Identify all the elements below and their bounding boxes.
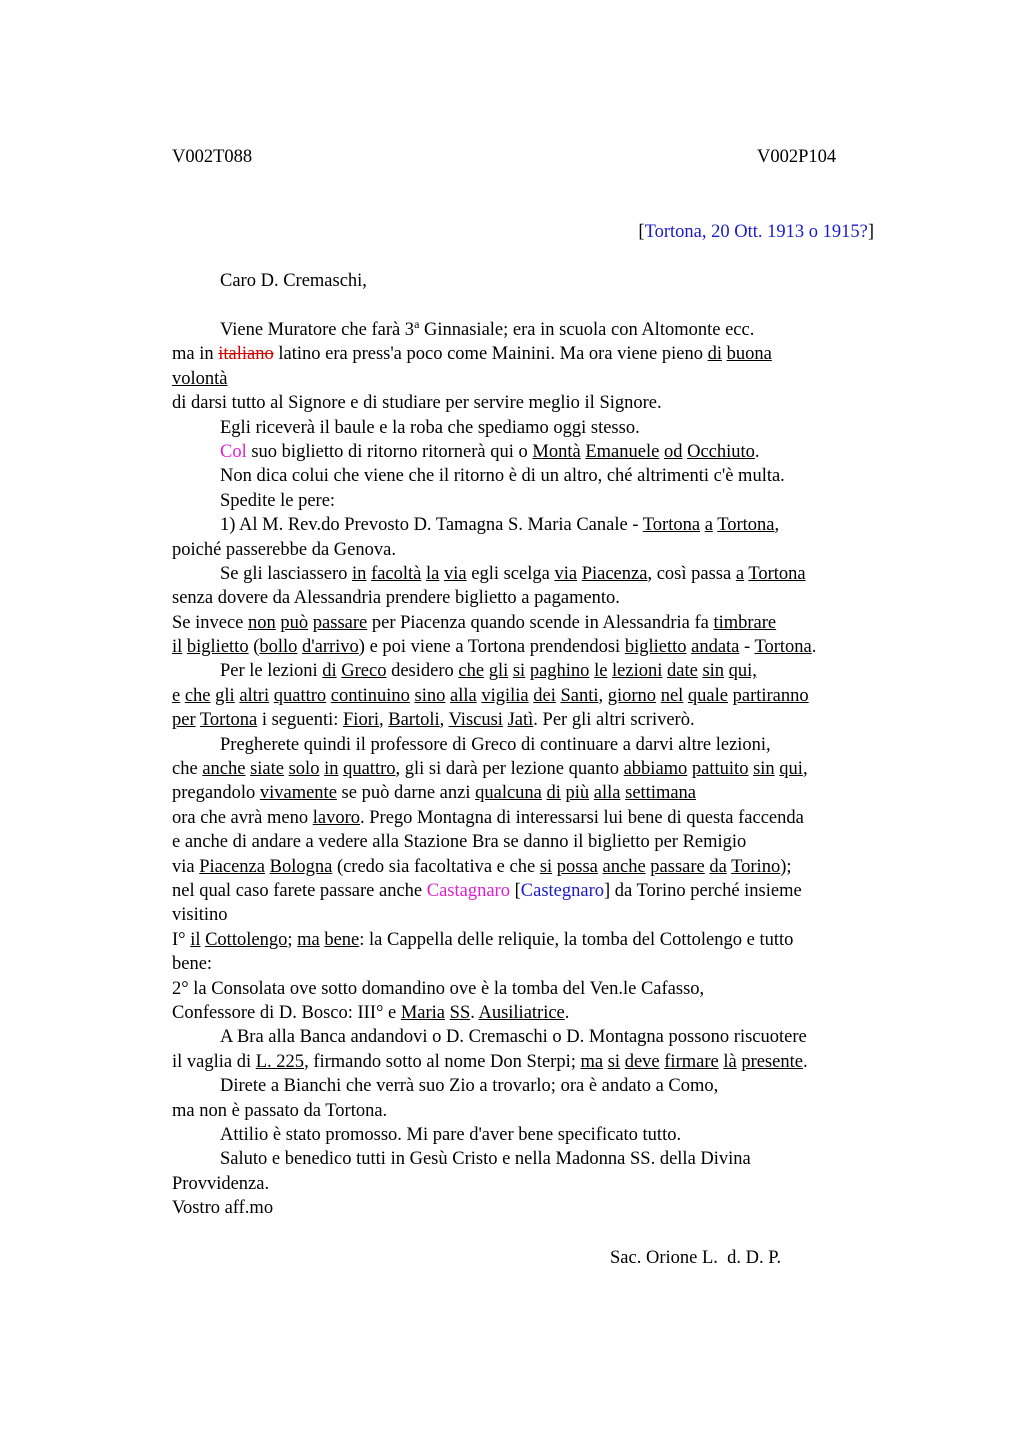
signature: Sac. Orione L. d. D. P. — [610, 1248, 782, 1268]
text-run: . Prego Montagna di interessarsi lui bene di questa faccenda — [360, 807, 804, 828]
text-run: , gli si darà per lezione quanto — [395, 759, 624, 780]
text-run: ] da Torino perché insieme — [604, 880, 802, 901]
body-line — [172, 1196, 902, 1220]
underlined-text: Torino — [731, 856, 781, 877]
body-line — [172, 733, 902, 757]
body-line — [172, 659, 902, 683]
underlined-text: lezioni — [612, 661, 663, 682]
date-close-bracket: ] — [867, 222, 874, 242]
colored-text: Castegnaro — [520, 880, 605, 901]
body-line — [172, 611, 902, 635]
underlined-text: Fiori — [343, 710, 379, 731]
body-line — [172, 513, 902, 537]
underlined-text: in — [352, 563, 367, 584]
text-run: Vostro aff.mo — [172, 1198, 274, 1219]
text-run: Non dica colui che viene che il ritorno è di un altro, ché altrimenti c'è multa. — [220, 466, 785, 487]
underlined-text: Piacenza — [199, 856, 265, 877]
text-run: Saluto e benedico tutti in Gesù Cristo e nella Madonna SS. della Divina — [220, 1149, 751, 1170]
text-run: per Piacenza quando scende in Alessandria fa — [367, 612, 714, 633]
underlined-text: Piacenza — [581, 563, 648, 584]
underlined-text: Greco — [341, 661, 387, 682]
underlined-text: gli — [488, 661, 509, 682]
text-run: ); — [780, 856, 792, 877]
underlined-text: si — [607, 1051, 621, 1072]
text-run: Ginnasiale; era in scuola con Altomonte ecc. — [419, 320, 755, 340]
text-run: , — [379, 710, 389, 731]
text-run: ) e poi viene a Tortona prendendosi — [358, 637, 625, 658]
underlined-text: qui — [779, 759, 803, 780]
underlined-text: Ausiliatrice — [478, 1002, 565, 1023]
date-open-bracket: [ — [638, 222, 645, 242]
underlined-text: lavoro — [312, 807, 360, 828]
underlined-text: non — [248, 612, 276, 633]
text-run: bene: — [172, 954, 213, 975]
underlined-text: partiranno — [732, 685, 809, 706]
text-run: A Bra alla Banca andandovi o D. Cremaschi o D. Montagna possono riscuotere — [220, 1027, 807, 1048]
text-run: di darsi tutto al Signore e di studiare per servire meglio il Signore. — [172, 393, 662, 414]
text-run: [ — [509, 880, 521, 901]
text-run: (credo sia facoltativa e che — [332, 856, 540, 877]
underlined-text: altri — [239, 685, 270, 706]
body-line — [172, 806, 902, 830]
body-line — [172, 538, 902, 562]
text-run: , — [774, 515, 780, 536]
text-run: i seguenti: — [257, 710, 344, 731]
text-run: Spedite le pere: — [220, 490, 336, 511]
text-run: , — [598, 685, 608, 706]
underlined-text: anche — [202, 759, 246, 780]
underlined-text: Bologna — [269, 856, 333, 877]
underlined-text: sin — [753, 759, 775, 780]
underlined-text: e — [172, 685, 181, 706]
underlined-text: ma — [580, 1051, 604, 1072]
text-run: e anche di andare a vedere alla Stazione Bra se danno il biglietto per Remigio — [172, 832, 747, 853]
body-line — [172, 586, 902, 610]
text-run: Egli riceverà il baule e la roba che spediamo oggi stesso. — [220, 417, 640, 438]
struck-text: italiano — [218, 344, 274, 365]
underlined-text: possa — [556, 856, 598, 877]
body-line — [172, 684, 902, 708]
text-run: - — [739, 637, 755, 658]
underlined-text: da — [709, 856, 727, 877]
underlined-text: qualcuna — [475, 783, 542, 804]
underlined-text: via — [554, 563, 578, 584]
text-run: , — [802, 759, 808, 780]
text-run: pregandolo — [172, 783, 260, 804]
body-line — [172, 1099, 902, 1123]
underlined-text: anche — [602, 856, 646, 877]
letter-date — [638, 222, 874, 243]
text-run: che — [172, 759, 203, 780]
text-run: Pregherete quindi il professore di Greco di continuare a darvi altre lezioni, — [220, 734, 771, 755]
text-run: egli scelga — [466, 563, 555, 584]
underlined-text: passare — [312, 612, 368, 633]
underlined-text: d'arrivo — [302, 637, 359, 658]
body-line — [172, 318, 902, 342]
text-run: . — [470, 1002, 479, 1023]
text-run: senza dovere da Alessandria prendere biglietto a pagamento. — [172, 588, 620, 609]
text-run: latino era press'a poco come Mainini. Ma ora viene pieno — [273, 344, 708, 365]
underlined-text: il — [190, 929, 201, 950]
text-run: . — [802, 1051, 808, 1072]
text-run: suo biglietto di ritorno ritornerà qui o — [246, 441, 533, 462]
underlined-text: vigilia — [481, 685, 529, 706]
underlined-text: L. 225 — [255, 1051, 305, 1072]
underlined-text: nel — [660, 685, 684, 706]
underlined-text: di — [546, 783, 561, 804]
underlined-text: Montà — [532, 441, 581, 462]
salutation: Caro D. Cremaschi, — [220, 271, 367, 291]
underlined-text: Viscusi — [448, 710, 503, 731]
underlined-text: Tortona — [748, 563, 806, 584]
text-run: 1) Al M. Rev.do Prevosto D. Tamagna S. Maria Canale - — [220, 515, 643, 536]
text-run: Se gli lasciassero — [220, 563, 353, 584]
body-line — [172, 903, 902, 927]
underlined-text: Tortona — [754, 637, 812, 658]
body-line — [172, 1147, 902, 1171]
underlined-text: paghino — [529, 661, 590, 682]
body-line — [172, 342, 902, 366]
body-line — [172, 367, 902, 391]
underlined-text: Jatì — [507, 710, 534, 731]
underlined-text: passare — [650, 856, 705, 877]
text-run: visitino — [172, 905, 228, 926]
text-run: , così passa — [647, 563, 736, 584]
underlined-text: Emanuele — [585, 441, 660, 462]
underlined-text: il — [172, 637, 183, 658]
underlined-text: che — [458, 661, 485, 682]
underlined-text: solo — [288, 759, 320, 780]
underlined-text: via — [444, 563, 467, 584]
body-line — [172, 757, 902, 781]
body-line — [172, 440, 902, 464]
body-line — [172, 1050, 902, 1074]
underlined-text: là — [723, 1051, 737, 1072]
underlined-text: Cottolengo — [205, 929, 288, 950]
underlined-text: dei — [533, 685, 556, 706]
text-run: ora che avrà meno — [172, 807, 313, 828]
underlined-text: Santi — [560, 685, 599, 706]
body-line — [172, 879, 902, 903]
underlined-text: alla — [593, 783, 621, 804]
underlined-text: Tortona — [199, 710, 258, 731]
underlined-text: continuino — [330, 685, 410, 706]
body-line — [172, 635, 902, 659]
text-run: Viene Muratore che farà 3 — [220, 320, 415, 340]
text-run: Per le lezioni — [220, 661, 323, 682]
underlined-text: per — [172, 710, 196, 731]
underlined-text: biglietto — [186, 637, 249, 658]
text-run: il vaglia di — [172, 1051, 256, 1072]
underlined-text: Maria — [400, 1002, 446, 1023]
text-run: Direte a Bianchi che verrà suo Zio a trovarlo; ora è andato a Como, — [220, 1076, 719, 1097]
body-line — [172, 1172, 902, 1196]
body-line — [172, 781, 902, 805]
underlined-text: siate — [250, 759, 284, 780]
underlined-text: di — [322, 661, 337, 682]
underlined-text: abbiamo — [623, 759, 688, 780]
underlined-text: buona — [726, 344, 772, 365]
body-line — [172, 928, 902, 952]
colored-text: Castagnaro — [426, 880, 510, 901]
underlined-text: la — [426, 563, 440, 584]
text-run: ma in — [172, 344, 219, 365]
underlined-text: giorno — [607, 685, 657, 706]
body-line — [172, 562, 902, 586]
underlined-text: pattuito — [691, 759, 749, 780]
underlined-text: più — [565, 783, 590, 804]
underlined-text: od — [663, 441, 683, 462]
text-run: Confessore di D. Bosco: III° e — [172, 1002, 401, 1023]
body-line — [172, 830, 902, 854]
text-run: : la Cappella delle reliquie, la tomba del Cottolengo e tutto — [359, 929, 794, 950]
underlined-text: bollo — [259, 637, 298, 658]
underlined-text: volontà — [172, 368, 228, 389]
underlined-text: può — [280, 612, 309, 633]
text-run: . — [564, 1002, 570, 1023]
text-run: . Per gli altri scriverò. — [533, 710, 695, 731]
text-run: I° — [172, 929, 191, 950]
text-run: 2° la Consolata ove sotto domandino ove è la tomba del Ven.le Cafasso, — [172, 978, 705, 999]
text-run: ma non è passato da Tortona. — [172, 1100, 388, 1121]
body-line — [172, 1123, 902, 1147]
underlined-text: bene — [324, 929, 360, 950]
body-line — [172, 1074, 902, 1098]
underlined-text: le — [594, 661, 608, 682]
underlined-text: alla — [450, 685, 477, 706]
underlined-text: SS — [449, 1002, 471, 1023]
underlined-text: settimana — [625, 783, 697, 804]
text-run: via — [172, 856, 200, 877]
underlined-text: Occhiuto — [687, 441, 755, 462]
text-run: poiché passerebbe da Genova. — [172, 539, 396, 560]
underlined-text: quattro — [343, 759, 396, 780]
body-line — [172, 977, 902, 1001]
body-line — [172, 1001, 902, 1025]
underlined-text: si — [512, 661, 526, 682]
underlined-text: a — [704, 515, 713, 536]
body-line — [172, 855, 902, 879]
underlined-text: vivamente — [259, 783, 337, 804]
text-run: ( — [248, 637, 260, 658]
body-line — [172, 1025, 902, 1049]
underlined-text: a — [735, 563, 745, 584]
body-line — [172, 952, 902, 976]
text-run: a — [414, 316, 420, 331]
underlined-text: gli — [215, 685, 235, 706]
body-line — [172, 708, 902, 732]
underlined-text: Tortona — [642, 515, 701, 536]
text-run: se può darne anzi — [336, 783, 476, 804]
underlined-text: sin — [702, 661, 725, 682]
underlined-text: in — [324, 759, 339, 780]
underlined-text: facoltà — [371, 563, 422, 584]
underlined-text: biglietto — [624, 637, 687, 658]
date-text: Tortona, 20 Ott. 1913 o 1915? — [644, 222, 868, 242]
text-run: . — [754, 441, 760, 462]
underlined-text: Bartoli — [388, 710, 440, 731]
underlined-text: date — [667, 661, 698, 682]
underlined-text: ma — [297, 929, 320, 950]
text-run: . — [811, 637, 817, 658]
underlined-text: si — [539, 856, 553, 877]
text-run: Provvidenza. — [172, 1173, 270, 1194]
underlined-text: presente — [741, 1051, 803, 1072]
underlined-text: sino — [414, 685, 446, 706]
body-line — [172, 416, 902, 440]
underlined-text: qui, — [728, 661, 757, 682]
underlined-text: deve — [624, 1051, 660, 1072]
underlined-text: quattro — [273, 685, 327, 706]
underlined-text: andata — [691, 637, 740, 658]
text-run: , — [439, 710, 449, 731]
text-run: nel qual caso farete passare anche — [172, 880, 427, 901]
document-code-right: V002P104 — [757, 147, 837, 167]
underlined-text: che — [184, 685, 211, 706]
colored-text: Col — [220, 441, 247, 462]
underlined-text: Tortona — [717, 515, 775, 536]
body-line — [172, 464, 902, 488]
underlined-text: timbrare — [713, 612, 777, 633]
document-code-left: V002T088 — [172, 147, 253, 167]
body-line — [172, 489, 902, 513]
text-run: ; — [287, 929, 298, 950]
text-run: Se invece — [172, 612, 249, 633]
text-run: Attilio è stato promosso. Mi pare d'aver bene specificato tutto. — [220, 1124, 682, 1145]
underlined-text: firmare — [664, 1051, 719, 1072]
text-run: , firmando sotto al nome Don Sterpi; — [304, 1051, 581, 1072]
letter-body — [172, 318, 902, 1220]
body-line — [172, 391, 902, 415]
underlined-text: quale — [687, 685, 728, 706]
underlined-text: di — [707, 344, 722, 365]
text-run: desidero — [386, 661, 459, 682]
